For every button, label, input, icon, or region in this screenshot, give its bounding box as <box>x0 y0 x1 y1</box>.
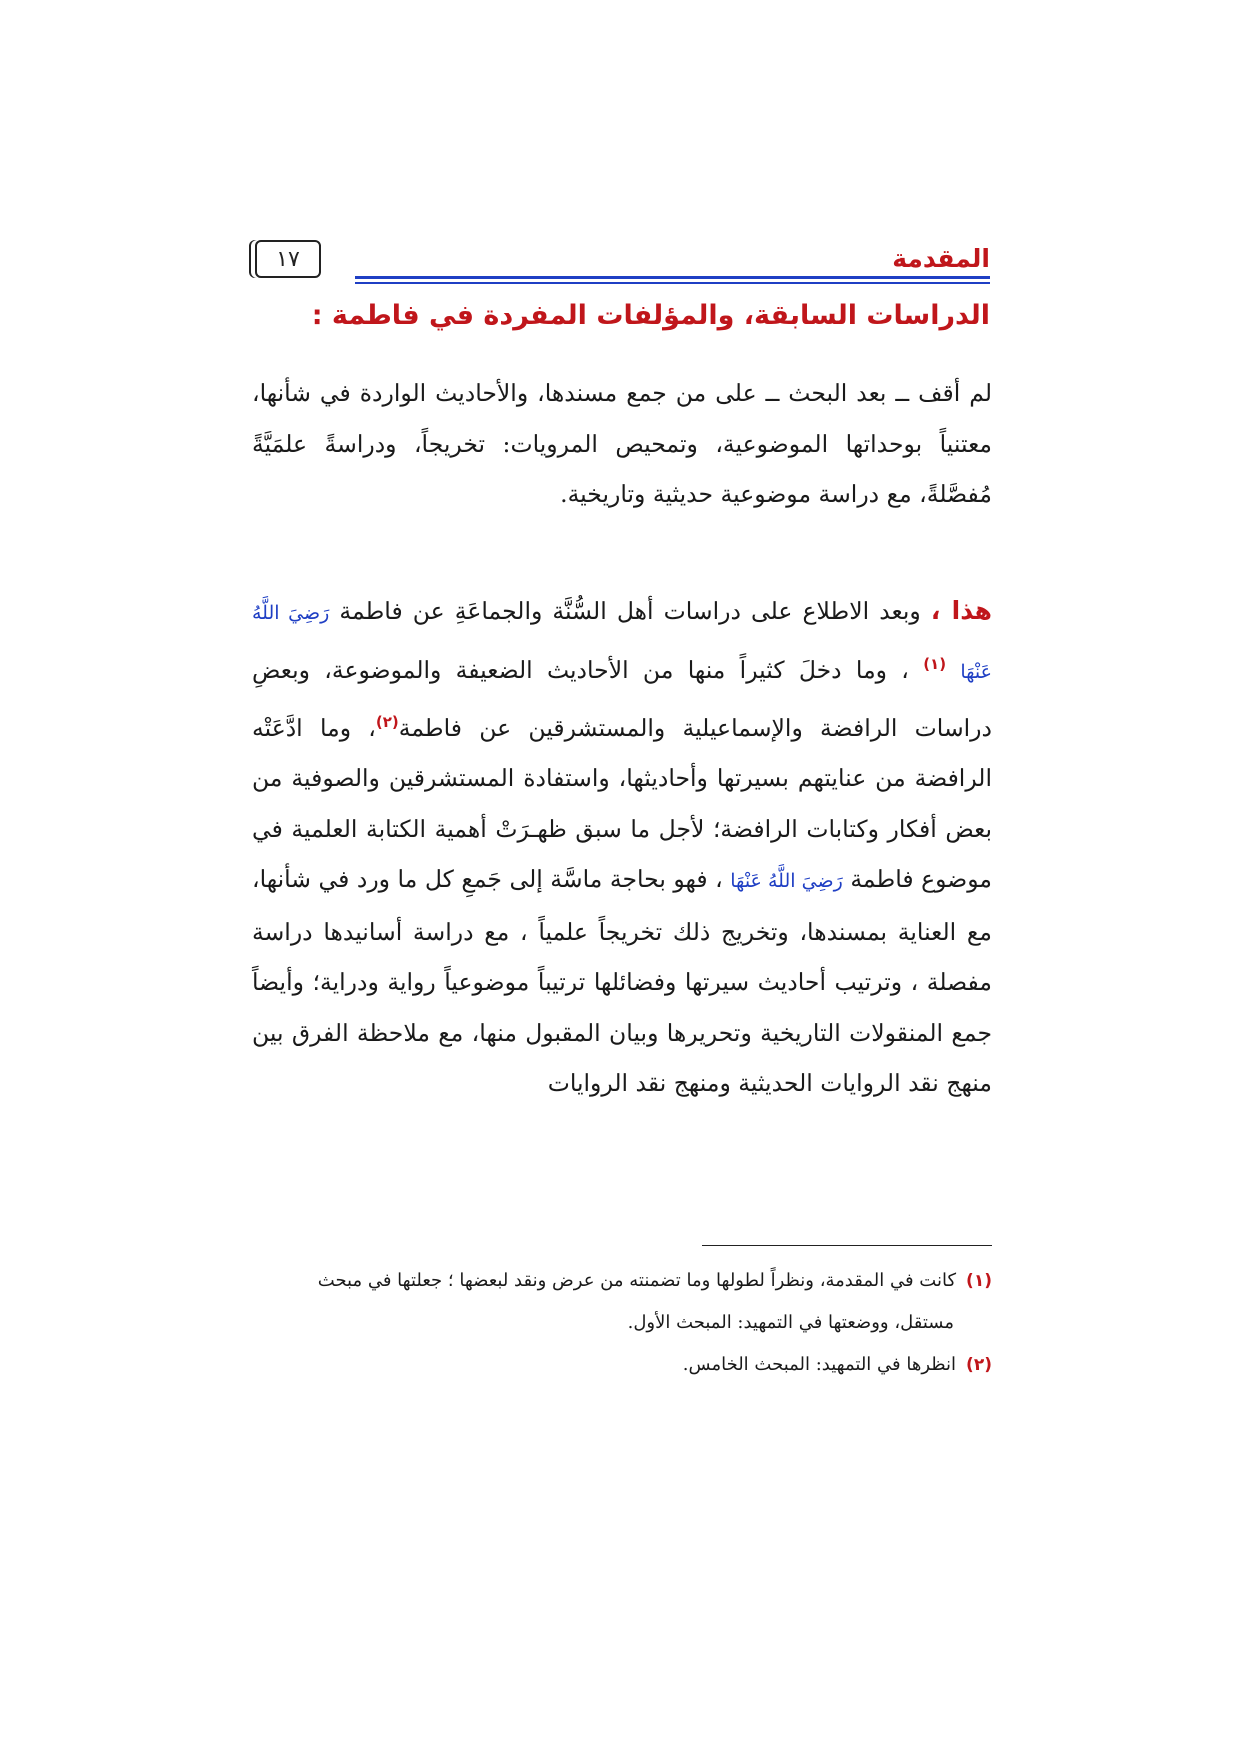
page-number-badge <box>255 240 321 278</box>
paragraph-2-text-a: وبعد الاطلاع على دراسات أهل السُّنَّة والجماعَةِ عن فاطمة <box>339 597 921 625</box>
footnote-2-number: (٢) <box>966 1355 992 1375</box>
paragraph-1: لم أقف ــ بعد البحث ــ على من جمع مسندها، والأحاديث الواردة في شأنها، معتنياً بوحداتها الموضوعية، وتمحيص المرويات: تخريجاً، ودراسةً علمَيَّةً مُفصَّلةً، مع دراسة موضوعية حديثية وتاريخية. <box>252 379 992 508</box>
paragraph-2-text-c: ، وما ادَّعَتْه الرافضة من عنايتهم بسيرتها وأحاديثها، واستفادة المستشرقين والصوفية من بعض أفكار وكتابات الرافضة؛ لأجل ما سبق ظهـرَتْ أهمية الكتابة العلمية في موضوع فاطمة <box>252 713 992 894</box>
honorific-phrase: رَضِيَ اللَّهُ عَنْهَا <box>252 602 992 683</box>
running-header-title: المقدمة <box>892 244 990 273</box>
footnote-2 <box>252 1344 992 1386</box>
section-heading: الدراسات السابقة، والمؤلفات المفردة في فاطمة : <box>311 300 990 331</box>
paragraph-2-text-d: ، فهو بحاجة ماسَّة إلى جَمعِ كل ما ورد في شأنها، مع العناية بمسندها، وتخريج ذلك تخريجاً علمياً ، مع دراسة أسانيدها دراسة مفصلة ، وترتيب أحاديث سيرتها وفضائلها ترتيباً موضوعياً رواية ودراية؛ وأيضاً جمع المنقولات التاريخية وتحريرها وبيان المقبول منها، مع ملاحظة الفرق بين منهج نقد الروايات الحديثية ومنهج نقد الروايات <box>252 865 992 1098</box>
footnote-ref-1[interactable]: (١) <box>923 654 947 673</box>
paragraph-2 <box>252 586 992 1109</box>
paragraph-2-lead-word: هذا ، <box>930 596 992 625</box>
paragraph-2-text-b: ، وما دخلَ كثيراً منها من الأحاديث الضعيفة والموضوعة، وبعضِ دراسات الرافضة والإسماعيلية والمستشرقين عن فاطمة <box>252 655 992 742</box>
footnote-separator <box>702 1245 992 1246</box>
footnote-ref-2[interactable]: (٢) <box>375 712 399 731</box>
footnote-1-text-line-1: كانت في المقدمة، ونظراً لطولها وما تضمنته من عرض ونقد لبعضها ؛ جعلتها في مبحث <box>317 1270 957 1291</box>
header-rule-top <box>355 276 990 279</box>
footnotes <box>252 1260 992 1386</box>
footnote-1-text-line-2: مستقل، ووضعتها في التمهيد: المبحث الأول. <box>627 1312 954 1333</box>
footnote-1-number: (١) <box>966 1271 992 1291</box>
footnote-1 <box>252 1260 992 1302</box>
footnote-1-continuation <box>252 1302 992 1344</box>
honorific-phrase-2: رَضِيَ اللَّهُ عَنْهَا <box>730 870 843 893</box>
footnote-2-text: انظرها في التمهيد: المبحث الخامس. <box>682 1354 957 1375</box>
running-header <box>255 230 990 290</box>
header-rule-bottom <box>355 282 990 284</box>
page-number: ١٧ <box>276 246 300 272</box>
